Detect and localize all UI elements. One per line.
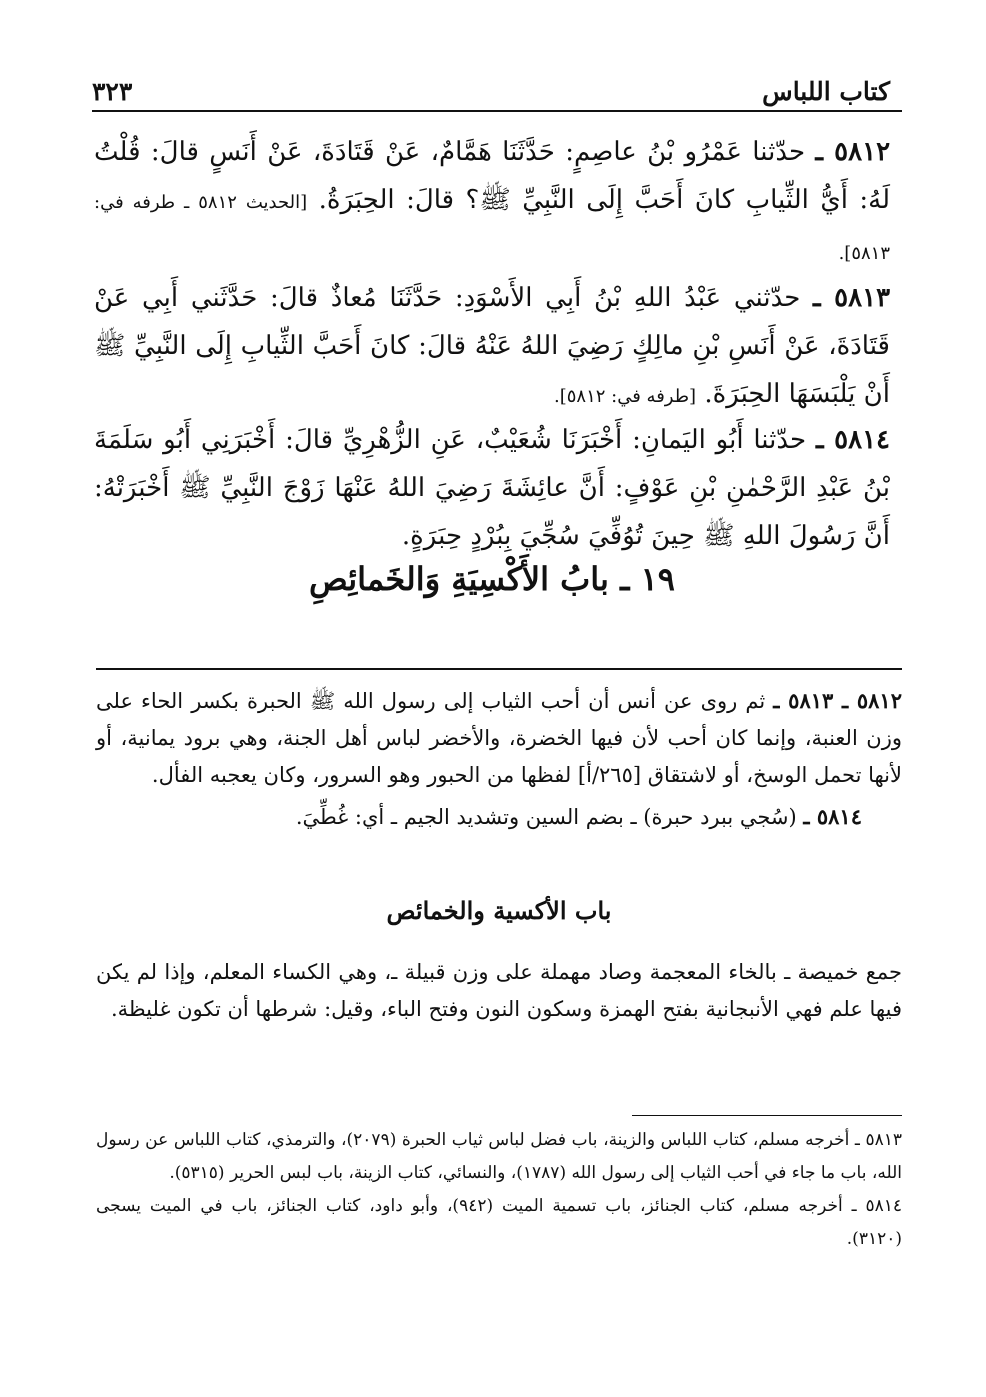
footnote-number: ٥٨١٤ ـ — [851, 1196, 902, 1216]
commentary-divider — [96, 668, 902, 670]
hadith-paragraph — [94, 128, 890, 278]
hadith-number: ٥٨١٤ ـ — [815, 425, 891, 455]
commentary-section — [96, 682, 902, 836]
chapter-heading: ١٩ ـ بابُ الأَكْسِيَةِ وَالخَمائِصِ — [309, 560, 675, 598]
commentary-number: ٥٨١٤ ـ — [803, 804, 862, 829]
commentary-paragraph — [96, 798, 902, 836]
hadith-cross-reference: [طرفه في: ٥٨١٢]. — [554, 386, 697, 407]
commentary-chapter-text: جمع خميصة ـ بالخاء المعجمة وصاد مهملة على وزن قبيلة ـ، وهي الكساء المعلم، وإذا لم يكن فيها علم فهي الأنبجانية بفتح الهمزة وسكون النون وفتح الباء، وقيل: شرطها أن تكون غليظة. — [96, 960, 902, 1021]
footnote — [96, 1190, 902, 1256]
commentary-chapter-body — [96, 954, 902, 1028]
commentary-text: (سُجي ببرد حبرة) ـ بضم السين وتشديد الجيم ـ أي: غُطِّيَ. — [295, 805, 797, 829]
hadith-number: ٥٨١٢ ـ — [815, 137, 891, 167]
hadith-cross-reference: [الحديث ٥٨١٢ ـ طرفه في: ٥٨١٣]. — [94, 192, 890, 264]
commentary-paragraph — [96, 682, 902, 794]
hadith-number: ٥٨١٣ ـ — [813, 283, 891, 313]
hadith-5812 — [94, 128, 890, 278]
hadith-text: حدّثنا أَبُو اليَمانِ: أَخْبَرَنَا شُعَيْبٌ، عَنِ الزُّهْرِيِّ قالَ: أَخْبَرَنِي أَبُو سَلَمَةَ بْنُ عَبْدِ الرَّحْمٰنِ بْنِ عَوْفٍ: أَنَّ عائِشَةَ رَضِيَ اللهُ عَنْهَا زَوْجَ النَّبِيِّ ﷺ أَخْبَرَتْهُ: أَنَّ رَسُولَ اللهِ ﷺ حِينَ تُوُفِّيَ سُجِّيَ بِبُرْدٍ حِبَرَةٍ. — [94, 425, 890, 551]
hadith-text: حدّثني عَبْدُ اللهِ بْنُ أَبِي الأَسْوَدِ: حَدَّثَنَا مُعاذٌ قالَ: حَدَّثَني أَبِي عَنْ قَتَادَةَ، عَنْ أَنَسِ بْنِ مالِكٍ رَضِيَ اللهُ عَنْهُ قالَ: كانَ أَحَبَّ الثِّيابِ إِلَى النَّبِيِّ ﷺ أَنْ يَلْبَسَهَا الحِبَرَةَ. — [94, 283, 890, 409]
commentary-text: ثم روى عن أنس أن أحب الثياب إلى رسول الله ﷺ الحبرة بكسر الحاء على وزن العنبة، وإنما كان أحب لأن فيها الخضرة، والأخضر لباس أهل الجنة، وهي برود يمانية، أو لأنها تحمل الوسخ، أو لاشتقاق [٢٦٥/أ] لفظها من الحبور وهو السرور، وكان يعجبه الفأل. — [96, 689, 902, 787]
footnote-number: ٥٨١٣ ـ — [854, 1130, 903, 1150]
hadith-text: حدّثنا عَمْرُو بْنُ عاصِمٍ: حَدَّثَنَا هَمَّامٌ، عَنْ قَتَادَةَ، عَنْ أَنَسٍ قالَ: قُلْتُ لَهُ: أَيُّ الثِّيابِ كانَ أَحَبَّ إِلَى النَّبِيِّ ﷺ؟ قالَ: الحِبَرَةُ. — [94, 137, 891, 215]
commentary-number: ٥٨١٢ ـ ٥٨١٣ ـ — [773, 688, 902, 713]
footnote-text: أخرجه مسلم، كتاب اللباس والزينة، باب فضل لباس ثياب الحبرة (٢٠٧٩)، والترمذي، كتاب اللباس عن رسول الله، باب ما جاء في أحب الثياب إلى رسول الله (١٧٨٧)، والنسائي، كتاب الزينة، باب لبس الحرير (٥٣١٥). — [96, 1130, 902, 1183]
footnote-text: أخرجه مسلم، كتاب الجنائز، باب تسمية الميت (٩٤٢)، وأبو داود، كتاب الجنائز، باب في الميت يسجى (٣١٢٠). — [96, 1196, 902, 1249]
footnote-rule — [632, 1115, 902, 1116]
hadith-5813 — [94, 274, 890, 421]
page-header — [92, 62, 890, 106]
footnote — [96, 1124, 902, 1190]
commentary-chapter-heading: باب الأكسية والخمائص — [386, 896, 612, 925]
hadith-paragraph — [94, 416, 890, 560]
hadith-5814 — [94, 416, 890, 560]
page-number: ٣٢٣ — [92, 77, 133, 106]
footnotes — [96, 1124, 902, 1256]
hadith-paragraph — [94, 274, 890, 421]
book-title: كتاب اللباس — [762, 77, 890, 106]
header-rule — [92, 110, 902, 112]
